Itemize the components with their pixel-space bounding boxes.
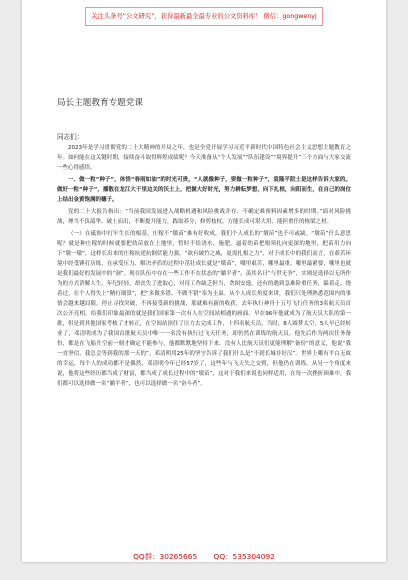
body-text bbox=[57, 143, 351, 391]
paragraph-intro: 2023年是学习贯彻党的二十大精神的开局之年，也是全党开展学习习近平新时代中国特色社会主义思想主题教育之年。如何能在这关键时期，接续奋斗取得辉煌成绩呢？今天准备从“个人发展”“队伍建设”“境界提升”三个方面与大家交流一些心得感悟。 bbox=[57, 145, 351, 171]
contact-footer bbox=[0, 551, 408, 562]
greeting-line: 同志们： bbox=[57, 133, 84, 141]
paragraph-subsection-one: （一）在砥饰中打牢生长的根基。庄稼不“墩苗”难有好收成，我们个人成长的“墩苗”也不可或缺。“墩苗”什么意思呢？就是种庄稼的时候就要把幼苗放在土地里，暂时不给浇水、施肥，逼着幼苗把根须扎向更深的地里，把苗用力向下“墩一墩”，这样长出来的庄稼抗逆抗倒伏能力强。“欲有破竹之威，更需扎根之力”，对于成长中的我们而言，在艰苦环境中经受锤打历练，在承受压力、解决矛盾的过程中茁壮成长就是“墩苗”，哪里艰苦，哪里最重，哪里最紧要，哪里也就是我们最好的发展中的“洞”。现在队伍中存在一些工作不在状态的“躺平者”，羡其名曰“与世无争”，实则是选择以无所作为的方式消解人生。年纪轻轻，却丧失了进取心，对待工作缺乏担当，贪图安逸，还有的遇到急难险重任务，躲着走、绕着过，在个人得失上“精打细算”，把“多做多错、不做不错”奉为圭臬。从个人成长角度来讲，我们只处理熟悉范围内的事情会越来越局限，停止寻找突破，不再接受新的挑战，那就难有新的收获。去年执行神舟十五号飞行任务的3名航天员首次公开亮相，给我们印象最深的就是我们国家第一次有人在空间站相遇的画面。早在96年他就成为了航天员大队的第一批，但是到其他国家考核了才转正，在空间站顶住了压力去完成工作，十四名航天员。当时，8人圆梦太空，5人早已经转业了，邓清明成为了我国首批航天员中唯一一名没有执行过飞天任务，却仍然在训练的航天员。他先后作为两次任务备份，都是在飞船升空前一刻才确定不能参与，他都默默地坚持下来。没有人比航天员们更能理解“备份”的意义，他说“我一直坚信，我总会等到我的那一天的”。邓清明用25年的坚守告诉了我们什么是“不到长城非好汉”。世界上哪有平白无故的幸运，每个人的成功都不是偶然，邓清明今年已经57岁了，这些年与飞天失之交臂，但他仍在训练。从另一个角度来说，他将这些经历都当成了财富，都当成了成长过程中的“墩苗”，这对于我们来说也同样适用，在每一次挫折困难中，我们都可以选择做一名“躺平者”，也可以选择做一名“奋斗者”。 bbox=[57, 231, 351, 387]
document-page bbox=[22, 0, 386, 562]
qq-group-text: QQ群：30265665 bbox=[133, 552, 198, 561]
qq-number-text: QQ：535304092 bbox=[213, 552, 275, 561]
document-title: 局长主题教育专题党课 bbox=[57, 98, 143, 108]
promo-banner: 关注头条号“公文研究”，获得最新最全最专业的公文资料库！ 微信：gongwenyj bbox=[85, 7, 323, 26]
paragraph-report-quote: 党的二十大报告指出：“当前我国发展进入战略机遇和风险挑战并存、不确定难预料因素增多的时期。”面对风险挑战，理当不负韶华、破土而出，不断提升能力，践取养分，修剪枝权，方能长成可堪大用、能担重任的栋梁之材。 bbox=[57, 209, 351, 225]
paragraph-section-heading: 一、做一粒“种子”，体悟“春雨如油”的时光可贵。“人就像种子，要做一粒种子”，袁隆平院士是这样告诉大家的。做好一粒“种子”，播散在龙江大干里边关的沃土上，把握大好时光，努力耕耘梦想，向下扎根，向阳而生，在自己的岗位上结出金黄饱满的穗子。 bbox=[57, 177, 351, 203]
